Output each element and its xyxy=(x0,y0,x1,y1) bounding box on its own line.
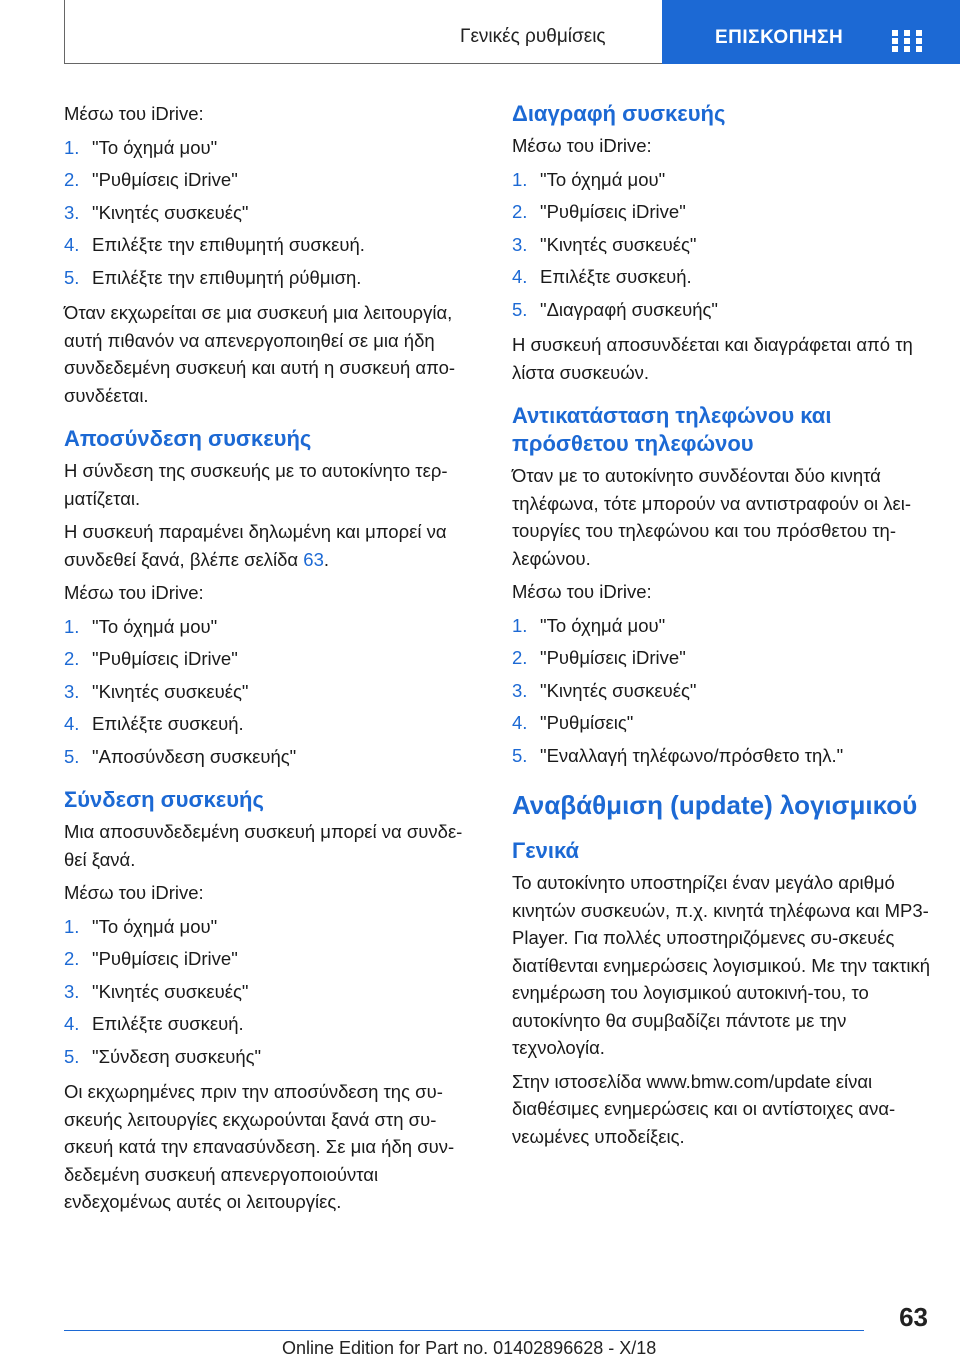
intro-text: Μέσω του iDrive: xyxy=(512,135,652,156)
step-text: Επιλέξτε συσκευή. xyxy=(92,713,244,734)
list-item xyxy=(64,264,484,292)
step-number: 3. xyxy=(64,201,80,223)
steps-list xyxy=(64,913,484,1071)
step-text: "Σύνδεση συσκευής" xyxy=(92,1045,262,1067)
step-text: Επιλέξτε την επιθυμητή συσκευή. xyxy=(92,234,365,255)
step-number: 4. xyxy=(512,712,528,733)
step-number: 2. xyxy=(64,948,80,969)
heading-disconnect-device: Αποσύνδεση συσκευής xyxy=(64,426,312,451)
step-number: 3. xyxy=(64,680,80,702)
list-item xyxy=(512,612,932,640)
steps-list xyxy=(64,134,484,292)
heading-swap-phone: Αντικατάσταση τηλεφώνου και πρόσθετου τηλεφώνου xyxy=(512,403,832,456)
list-item xyxy=(512,198,932,226)
step-number: 4. xyxy=(64,234,80,255)
list-item xyxy=(64,1010,484,1038)
step-text: Επιλέξτε συσκευή. xyxy=(92,1013,244,1034)
paragraph: Η σύνδεση της συσκευής με το αυτοκίνητο τερ-ματίζεται. xyxy=(64,460,448,509)
paragraph: Όταν εκχωρείται σε μια συσκευή μια λειτουργία, αυτή πιθανόν να απενεργοποιηθεί σε μια ήδη συνδεδεμένη συσκευή και αυτή η συσκευή απο-συνδέεται. xyxy=(64,302,456,406)
step-text: "Το όχημά μου" xyxy=(540,614,666,636)
paragraph: Η συσκευή αποσυνδέεται και διαγράφεται από τη λίστα συσκευών. xyxy=(512,334,913,383)
list-item xyxy=(64,978,484,1006)
step-text: "Ρυθμίσεις iDrive" xyxy=(92,648,238,669)
step-number: 1. xyxy=(64,915,80,937)
step-number: 2. xyxy=(512,647,528,668)
step-text: "Το όχημά μου" xyxy=(92,915,218,937)
list-item xyxy=(512,677,932,705)
intro-text: Μέσω του iDrive: xyxy=(64,582,204,603)
list-item xyxy=(512,231,932,259)
step-text: "Ρυθμίσεις iDrive" xyxy=(540,647,686,668)
step-text: "Ρυθμίσεις" xyxy=(540,712,634,733)
step-text: "Το όχημά μου" xyxy=(540,168,666,190)
step-number: 3. xyxy=(512,679,528,701)
list-item xyxy=(64,913,484,941)
step-text: Επιλέξτε την επιθυμητή ρύθμιση. xyxy=(92,266,362,288)
step-text: "Διαγραφή συσκευής" xyxy=(540,298,718,320)
paragraph: Οι εκχωρημένες πριν την αποσύνδεση της συ-σκευής λειτουργίες εκχωρούνται ξανά στη συ-σκευή κατά την επανασύνδεση. Σε μια ήδη συν-δεδεμένη συσκευή απενεργοποιούνται ενδεχομένως αυτές οι λειτουργίες. xyxy=(64,1081,455,1212)
step-number: 2. xyxy=(64,169,80,190)
list-item xyxy=(64,613,484,641)
step-text: "Κινητές συσκευές" xyxy=(540,679,697,701)
step-text: "Εναλλαγή τηλέφωνο/πρόσθετο τηλ." xyxy=(540,744,844,766)
step-number: 5. xyxy=(64,266,80,288)
heading-general: Γενικά xyxy=(512,838,580,863)
list-item xyxy=(512,263,932,291)
list-item xyxy=(64,1043,484,1071)
step-text: "Κινητές συσκευές" xyxy=(92,201,249,223)
step-number: 5. xyxy=(64,1045,80,1067)
step-number: 4. xyxy=(64,1013,80,1034)
footer-divider xyxy=(64,1330,864,1331)
list-item xyxy=(64,231,484,259)
left-column xyxy=(64,100,484,1222)
step-number: 2. xyxy=(512,201,528,222)
step-text: Επιλέξτε συσκευή. xyxy=(540,266,692,287)
paragraph: Στην ιστοσελίδα www.bmw.com/update είναι διαθέσιμες ενημερώσεις και οι αντίστοιχες ανα-νεωμένες υποδείξεις. xyxy=(512,1070,896,1147)
list-item xyxy=(64,166,484,194)
paragraph: Όταν με το αυτοκίνητο συνδέονται δύο κινητά τηλέφωνα, τότε μπορούν να αντιστραφούν οι λει-τουργίες του τηλεφώνου και του πρόσθετου τη-λεφώνου. xyxy=(512,465,912,569)
step-number: 4. xyxy=(64,713,80,734)
step-text: "Ρυθμίσεις iDrive" xyxy=(92,948,238,969)
right-column xyxy=(512,100,932,1156)
list-item xyxy=(64,199,484,227)
list-item xyxy=(64,134,484,162)
paragraph: Η συσκευή παραμένει δηλωμένη και μπορεί να συνδεθεί ξανά, βλέπε σελίδα 63. xyxy=(64,521,447,570)
list-item xyxy=(512,709,932,737)
intro-text: Μέσω του iDrive: xyxy=(512,581,652,602)
heading-software-update: Αναβάθμιση (update) λογισμικού xyxy=(512,790,918,820)
step-number: 5. xyxy=(64,745,80,767)
overview-tab[interactable] xyxy=(662,0,960,64)
step-number: 3. xyxy=(512,233,528,255)
section-title: Γενικές ρυθμίσεις xyxy=(460,26,606,47)
step-text: "Ρυθμίσεις iDrive" xyxy=(92,169,238,190)
page-number: 63 xyxy=(899,1302,928,1332)
intro-text: Μέσω του iDrive: xyxy=(64,103,204,124)
list-item xyxy=(64,743,484,771)
step-number: 3. xyxy=(64,980,80,1002)
list-item xyxy=(64,645,484,673)
list-item xyxy=(512,742,932,770)
list-item xyxy=(512,166,932,194)
overview-tab-label: ΕΠΙΣΚΟΠΗΣΗ xyxy=(715,27,844,48)
step-number: 1. xyxy=(512,168,528,190)
step-number: 5. xyxy=(512,744,528,766)
step-text: "Κινητές συσκευές" xyxy=(540,233,697,255)
step-number: 1. xyxy=(64,136,80,158)
steps-list xyxy=(512,612,932,770)
step-number: 1. xyxy=(64,615,80,637)
step-text: "Κινητές συσκευές" xyxy=(92,680,249,702)
steps-list xyxy=(64,613,484,771)
list-item xyxy=(64,678,484,706)
list-item xyxy=(512,296,932,324)
grid-icon xyxy=(892,30,922,52)
list-item xyxy=(64,710,484,738)
step-number: 1. xyxy=(512,614,528,636)
step-text: "Αποσύνδεση συσκευής" xyxy=(92,745,297,767)
step-number: 2. xyxy=(64,648,80,669)
step-text: "Κινητές συσκευές" xyxy=(92,980,249,1002)
heading-connect-device: Σύνδεση συσκευής xyxy=(64,787,264,812)
step-number: 4. xyxy=(512,266,528,287)
page-reference-link[interactable]: 63 xyxy=(303,548,324,570)
steps-list xyxy=(512,166,932,324)
list-item xyxy=(64,945,484,973)
step-text: "Το όχημά μου" xyxy=(92,136,218,158)
paragraph: Το αυτοκίνητο υποστηρίζει έναν μεγάλο αριθμό κινητών συσκευών, π.χ. κινητά τηλέφωνα και MP3-Player. Για πολλές υποστηριζόμενες συ-σκευές διατίθενται ενημερώσεις λογισμικού. Με την τακτική ενημέρωση του λογισμικού αυτοκινή-του, το αυτοκίνητο θα συμβαδίζει πάντοτε με την τεχνολογία. xyxy=(512,872,931,1058)
intro-text: Μέσω του iDrive: xyxy=(64,882,204,903)
edition-footer: Online Edition for Part no. 01402896628 - X/18 xyxy=(282,1338,657,1358)
paragraph: Μια αποσυνδεδεμένη συσκευή μπορεί να συνδε-θεί ξανά. xyxy=(64,821,463,870)
step-text: "Ρυθμίσεις iDrive" xyxy=(540,201,686,222)
heading-delete-device: Διαγραφή συσκευής xyxy=(512,101,726,126)
list-item xyxy=(512,644,932,672)
step-number: 5. xyxy=(512,298,528,320)
step-text: "Το όχημά μου" xyxy=(92,615,218,637)
